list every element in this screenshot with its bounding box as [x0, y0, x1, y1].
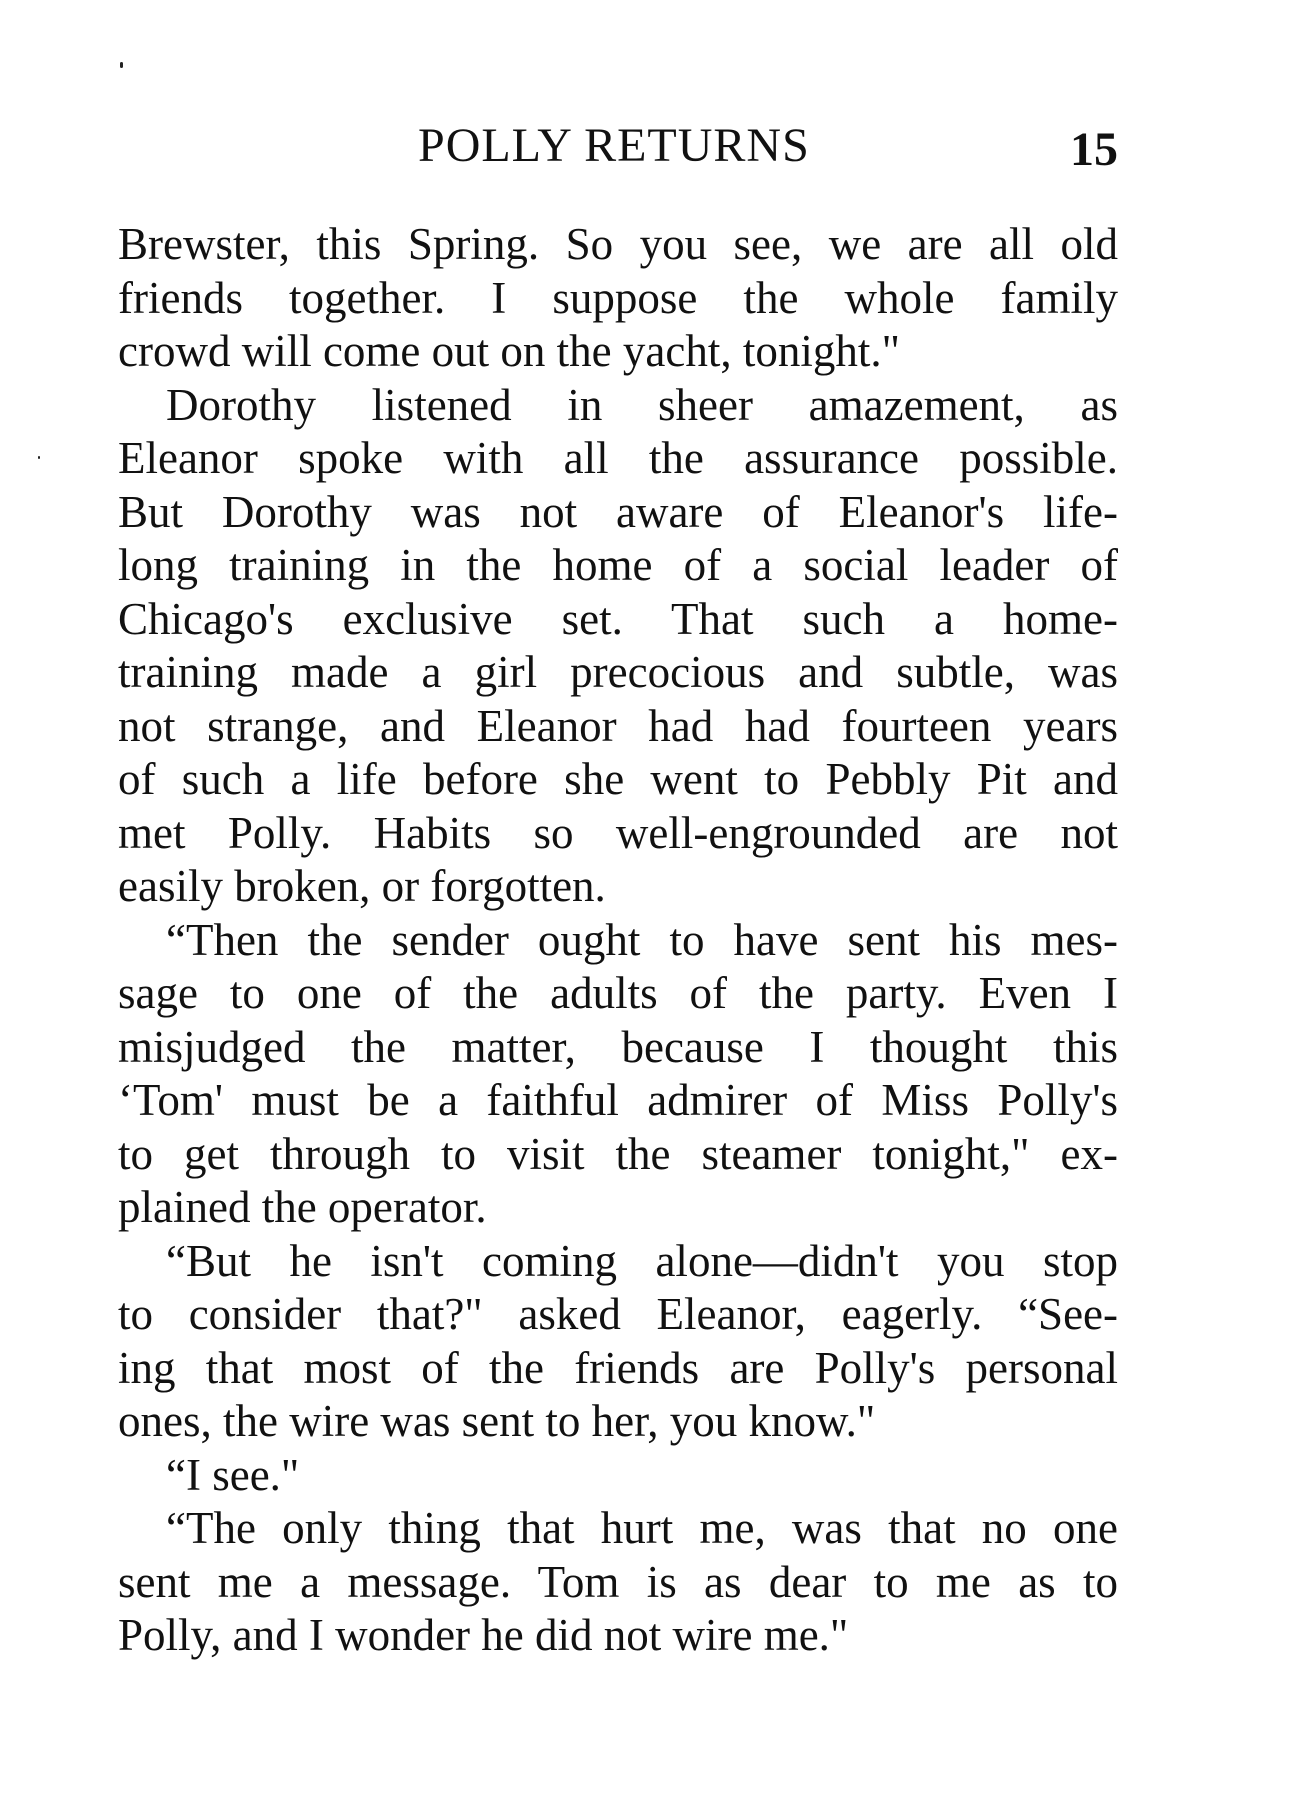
text-line: friends together. I suppose the whole family	[118, 272, 1118, 323]
text-line: But Dorothy was not aware of Eleanor's life-	[118, 486, 1118, 537]
text-line: “I see."	[166, 1449, 300, 1500]
text-line: “But he isn't coming alone—didn't you stop	[166, 1235, 1118, 1286]
text-line: Dorothy listened in sheer amazement, as	[166, 379, 1118, 430]
text-line: long training in the home of a social leader of	[118, 540, 1118, 590]
page-header	[118, 116, 1118, 176]
text-line: “Then the sender ought to have sent his mes-	[166, 914, 1118, 965]
text-line: not strange, and Eleanor had had fourteen years	[118, 700, 1118, 751]
paragraph	[118, 1235, 1118, 1449]
text-line: plained the operator.	[118, 1182, 487, 1232]
text-line: easily broken, or forgotten.	[118, 861, 606, 911]
text-line: Eleanor spoke with all the assurance possible.	[118, 433, 1118, 483]
text-line: Polly, and I wonder he did not wire me."	[118, 1610, 849, 1660]
text-line: to consider that?" asked Eleanor, eagerly. “See-	[118, 1289, 1118, 1339]
body-text	[118, 218, 1118, 1663]
paragraph	[118, 218, 1118, 379]
ink-speck	[120, 62, 123, 68]
text-line: ing that most of the friends are Polly's personal	[118, 1342, 1118, 1393]
paragraph	[118, 914, 1118, 1235]
text-line: sage to one of the adults of the party. Even I	[118, 968, 1118, 1018]
text-line: Brewster, this Spring. So you see, we are all old	[118, 219, 1118, 269]
text-line: sent me a message. Tom is as dear to me as to	[118, 1556, 1118, 1607]
text-line: Chicago's exclusive set. That such a home-	[118, 593, 1118, 644]
text-line: ones, the wire was sent to her, you know."	[118, 1396, 876, 1446]
text-line: crowd will come out on the yacht, tonight."	[118, 326, 900, 376]
paragraph	[118, 1502, 1118, 1663]
paragraph	[118, 1449, 1118, 1503]
text-line: “The only thing that hurt me, was that no one	[166, 1503, 1118, 1553]
ink-speck	[38, 456, 40, 459]
text-line: of such a life before she went to Pebbly Pit and	[118, 754, 1118, 804]
text-line: to get through to visit the steamer tonight," ex-	[118, 1128, 1118, 1179]
page-number: 15	[1070, 123, 1118, 176]
text-line: met Polly. Habits so well-engrounded are not	[118, 807, 1118, 858]
running-head: POLLY RETURNS	[418, 119, 810, 172]
text-line: training made a girl precocious and subtle, was	[118, 647, 1118, 697]
paragraph	[118, 379, 1118, 914]
text-line: ‘Tom' must be a faithful admirer of Miss Polly's	[118, 1075, 1118, 1125]
text-line: misjudged the matter, because I thought this	[118, 1021, 1118, 1072]
